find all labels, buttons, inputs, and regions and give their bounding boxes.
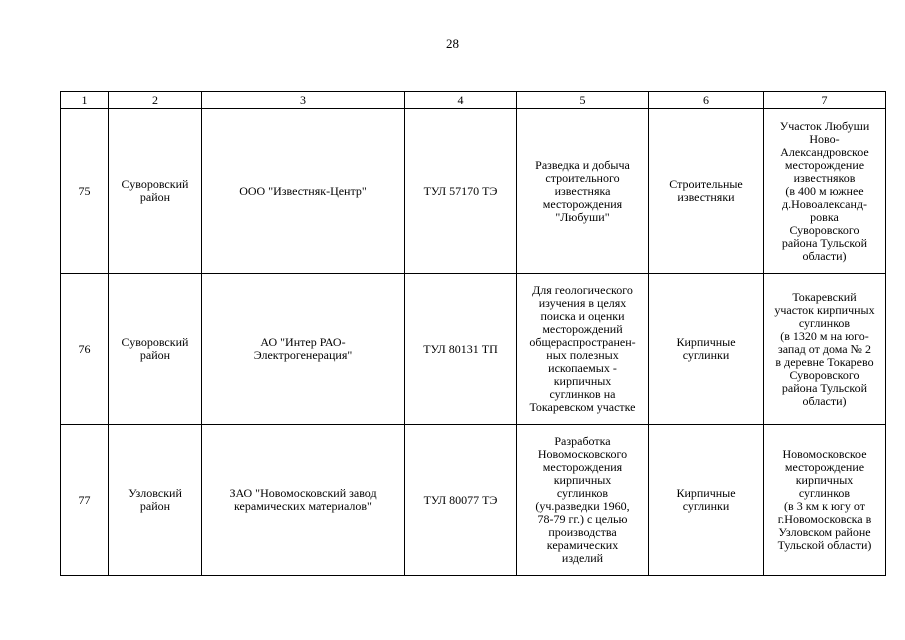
table-row	[61, 274, 886, 425]
company-cell: ЗАО "Новомосковский завод керамических материалов"	[202, 425, 405, 576]
purpose-cell: Для геологического изучения в целях поиска и оценки месторождений общераспространен- ных полезных ископаемых - кирпичных суглинков на Токаревском участке	[517, 274, 649, 425]
column-header: 6	[649, 92, 764, 109]
table-row	[61, 109, 886, 274]
location-cell: Токаревский участок кирпичных суглинков (в 1320 м на юго- запад от дома № 2 в деревне Токарево Суворовского района Тульской области)	[764, 274, 886, 425]
location-cell: Участок Любуши Ново- Александровское месторождение известняков (в 400 м южнее д.Новоалександ- ровка Суворовского района Тульской области)	[764, 109, 886, 274]
district-cell: Узловский район	[109, 425, 202, 576]
license-registry-table	[60, 91, 886, 576]
row-number-cell: 75	[61, 109, 109, 274]
column-header: 3	[202, 92, 405, 109]
purpose-cell: Разработка Новомосковского месторождения кирпичных суглинков (уч.разведки 1960, 78-79 гг.) с целью производства керамических изделий	[517, 425, 649, 576]
row-number-cell: 77	[61, 425, 109, 576]
company-cell: АО "Интер РАО- Электрогенерация"	[202, 274, 405, 425]
page-number: 28	[446, 36, 459, 51]
location-cell: Новомосковское месторождение кирпичных суглинков (в 3 км к югу от г.Новомосковска в Узловском районе Тульской области)	[764, 425, 886, 576]
company-cell: ООО "Известняк-Центр"	[202, 109, 405, 274]
column-header: 5	[517, 92, 649, 109]
license-cell: ТУЛ 80077 ТЭ	[405, 425, 517, 576]
district-cell: Суворовский район	[109, 109, 202, 274]
column-header: 7	[764, 92, 886, 109]
mineral-cell: Кирпичные суглинки	[649, 274, 764, 425]
license-cell: ТУЛ 57170 ТЭ	[405, 109, 517, 274]
row-number-cell: 76	[61, 274, 109, 425]
purpose-cell: Разведка и добыча строительного известняка месторождения "Любуши"	[517, 109, 649, 274]
mineral-cell: Строительные известняки	[649, 109, 764, 274]
mineral-cell: Кирпичные суглинки	[649, 425, 764, 576]
column-header: 1	[61, 92, 109, 109]
license-cell: ТУЛ 80131 ТП	[405, 274, 517, 425]
column-header: 4	[405, 92, 517, 109]
table-row	[61, 425, 886, 576]
column-header: 2	[109, 92, 202, 109]
table-header-row	[61, 92, 886, 109]
district-cell: Суворовский район	[109, 274, 202, 425]
